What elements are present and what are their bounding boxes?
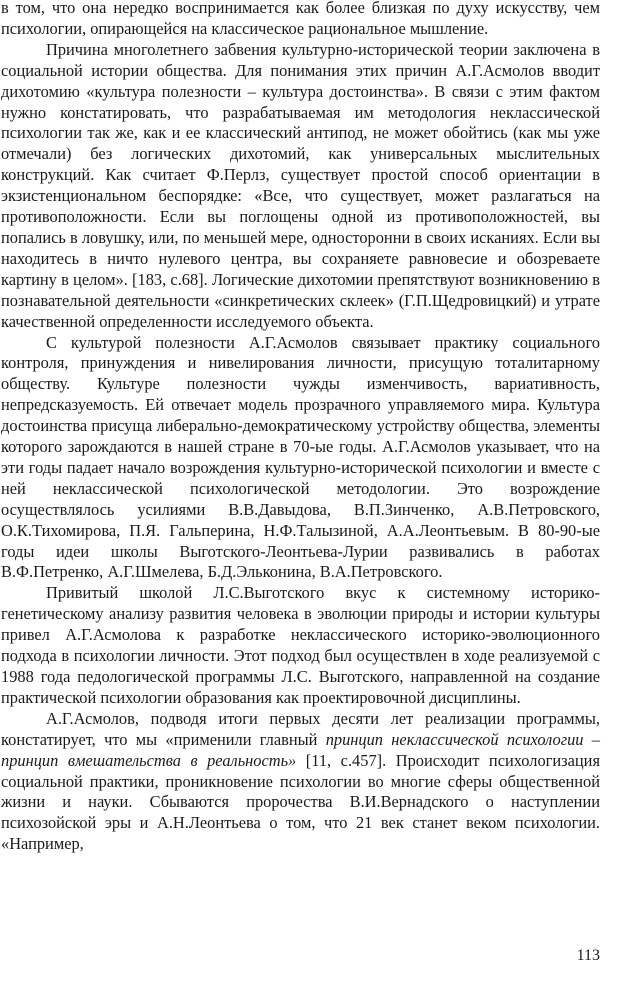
paragraph-1-text: в том, что она нередко воспринимается как более близкая по духу искусству, чем психологии, опирающейся на классическое рациональное мышление. xyxy=(1,0,600,38)
paragraph-5-text-start: А.Г.Асмолов, подводя итоги первых десяти лет реализации программы, констатирует, что мы «применили главный xyxy=(1,708,600,749)
paragraph-4-text: Привитый школой Л.С.Выготского вкус к системному историко-генетическому анализу развития человека в эволюции природы и истории культуры привел А.Г.Асмолова к разработке неклассического историко-эволюционного подхода в психологии личности. Этот подход был осуществлен в ходе реализуемой с 1988 года педологической программы Л.С. Выготского, направленной на создание практической психологии образования как проектировочной дисциплины. xyxy=(1,583,600,707)
paragraph-2-text: Причина многолетнего забвения культурно-исторической теории заключена в социальной истории общества. Для понимания этих причин А.Г.Асмолов вводит дихотомию «культура полезности – культура достоинства». В связи с этим фактом нужно констатировать, что разрабатываемая им методология неклассической психологии так же, как и ее классический антипод, не может обойтись (как мы уже отмечали) без логических дихотомий, как универсальных мыслительных конструкций. Как считает Ф.Перлз, существует простой способ ориентации в экзистенциональном беспорядке: «Все, что существует, может разлагаться на противоположности. Если вы поглощены одной из противоположностей, вы попались в ловушку, или, по меньшей мере, односторонни в своих исканиях. Если вы находитесь в ничто нулевого центра, вы сохраняете равновесие и обозреваете картину в целом». [183, с.68]. Логические дихотомии препятствуют возникновению в познавательной деятельности «синкретических склеек» (Г.П.Щедровицкий) и утрате качественной определенности исследуемого объекта. xyxy=(1,39,600,331)
paragraph-5-italic-quote: принцип неклассической психологии – принцип вмешательства в реальность» xyxy=(1,729,600,770)
paragraph-5-text-end: [11, с.457]. Происходит психологизация социальной практики, проникновение психологии во многие сферы общественной жизни и науки. Сбываются пророчества В.И.Вернадского о наступлении психозойской эры и А.Н.Леонтьева о том, что 21 век станет веком психологии. «Например, xyxy=(1,750,600,854)
paragraph-2 xyxy=(1,40,600,333)
paragraph-5 xyxy=(1,709,600,855)
paragraph-3 xyxy=(1,333,600,584)
paragraph-3-text: С культурой полезности А.Г.Асмолов связывает практику социального контроля, принуждения и нивелирования личности, присущую тоталитарному обществу. Культуре полезности чужды изменчивость, вариативность, непредсказуемость. Ей отвечает модель прозрачного управляемого мира. Культура достоинства присуща либерально-демократическому устройству общества, элементы которого зарождаются в нашей стране в 70-ые годы. А.Г.Асмолов указывает, что на эти годы падает начало возрождения культурно-исторической психологии и вместе с ней неклассической психологической методологии. Это возрождение осуществлялось усилиями В.В.Давыдова, В.П.Зинченко, А.В.Петровского, О.К.Тихомирова, П.Я. Гальперина, Н.Ф.Талызиной, А.А.Леонтьевым. В 80-90-ые годы идеи школы Выготского-Леонтьева-Лурии развивались в работах В.Ф.Петренко, А.Г.Шмелева, Б.Д.Эльконина, В.А.Петровского. xyxy=(1,332,600,582)
paragraph-4 xyxy=(1,583,600,708)
page-number: 113 xyxy=(576,947,600,964)
paragraph-1 xyxy=(1,0,600,40)
